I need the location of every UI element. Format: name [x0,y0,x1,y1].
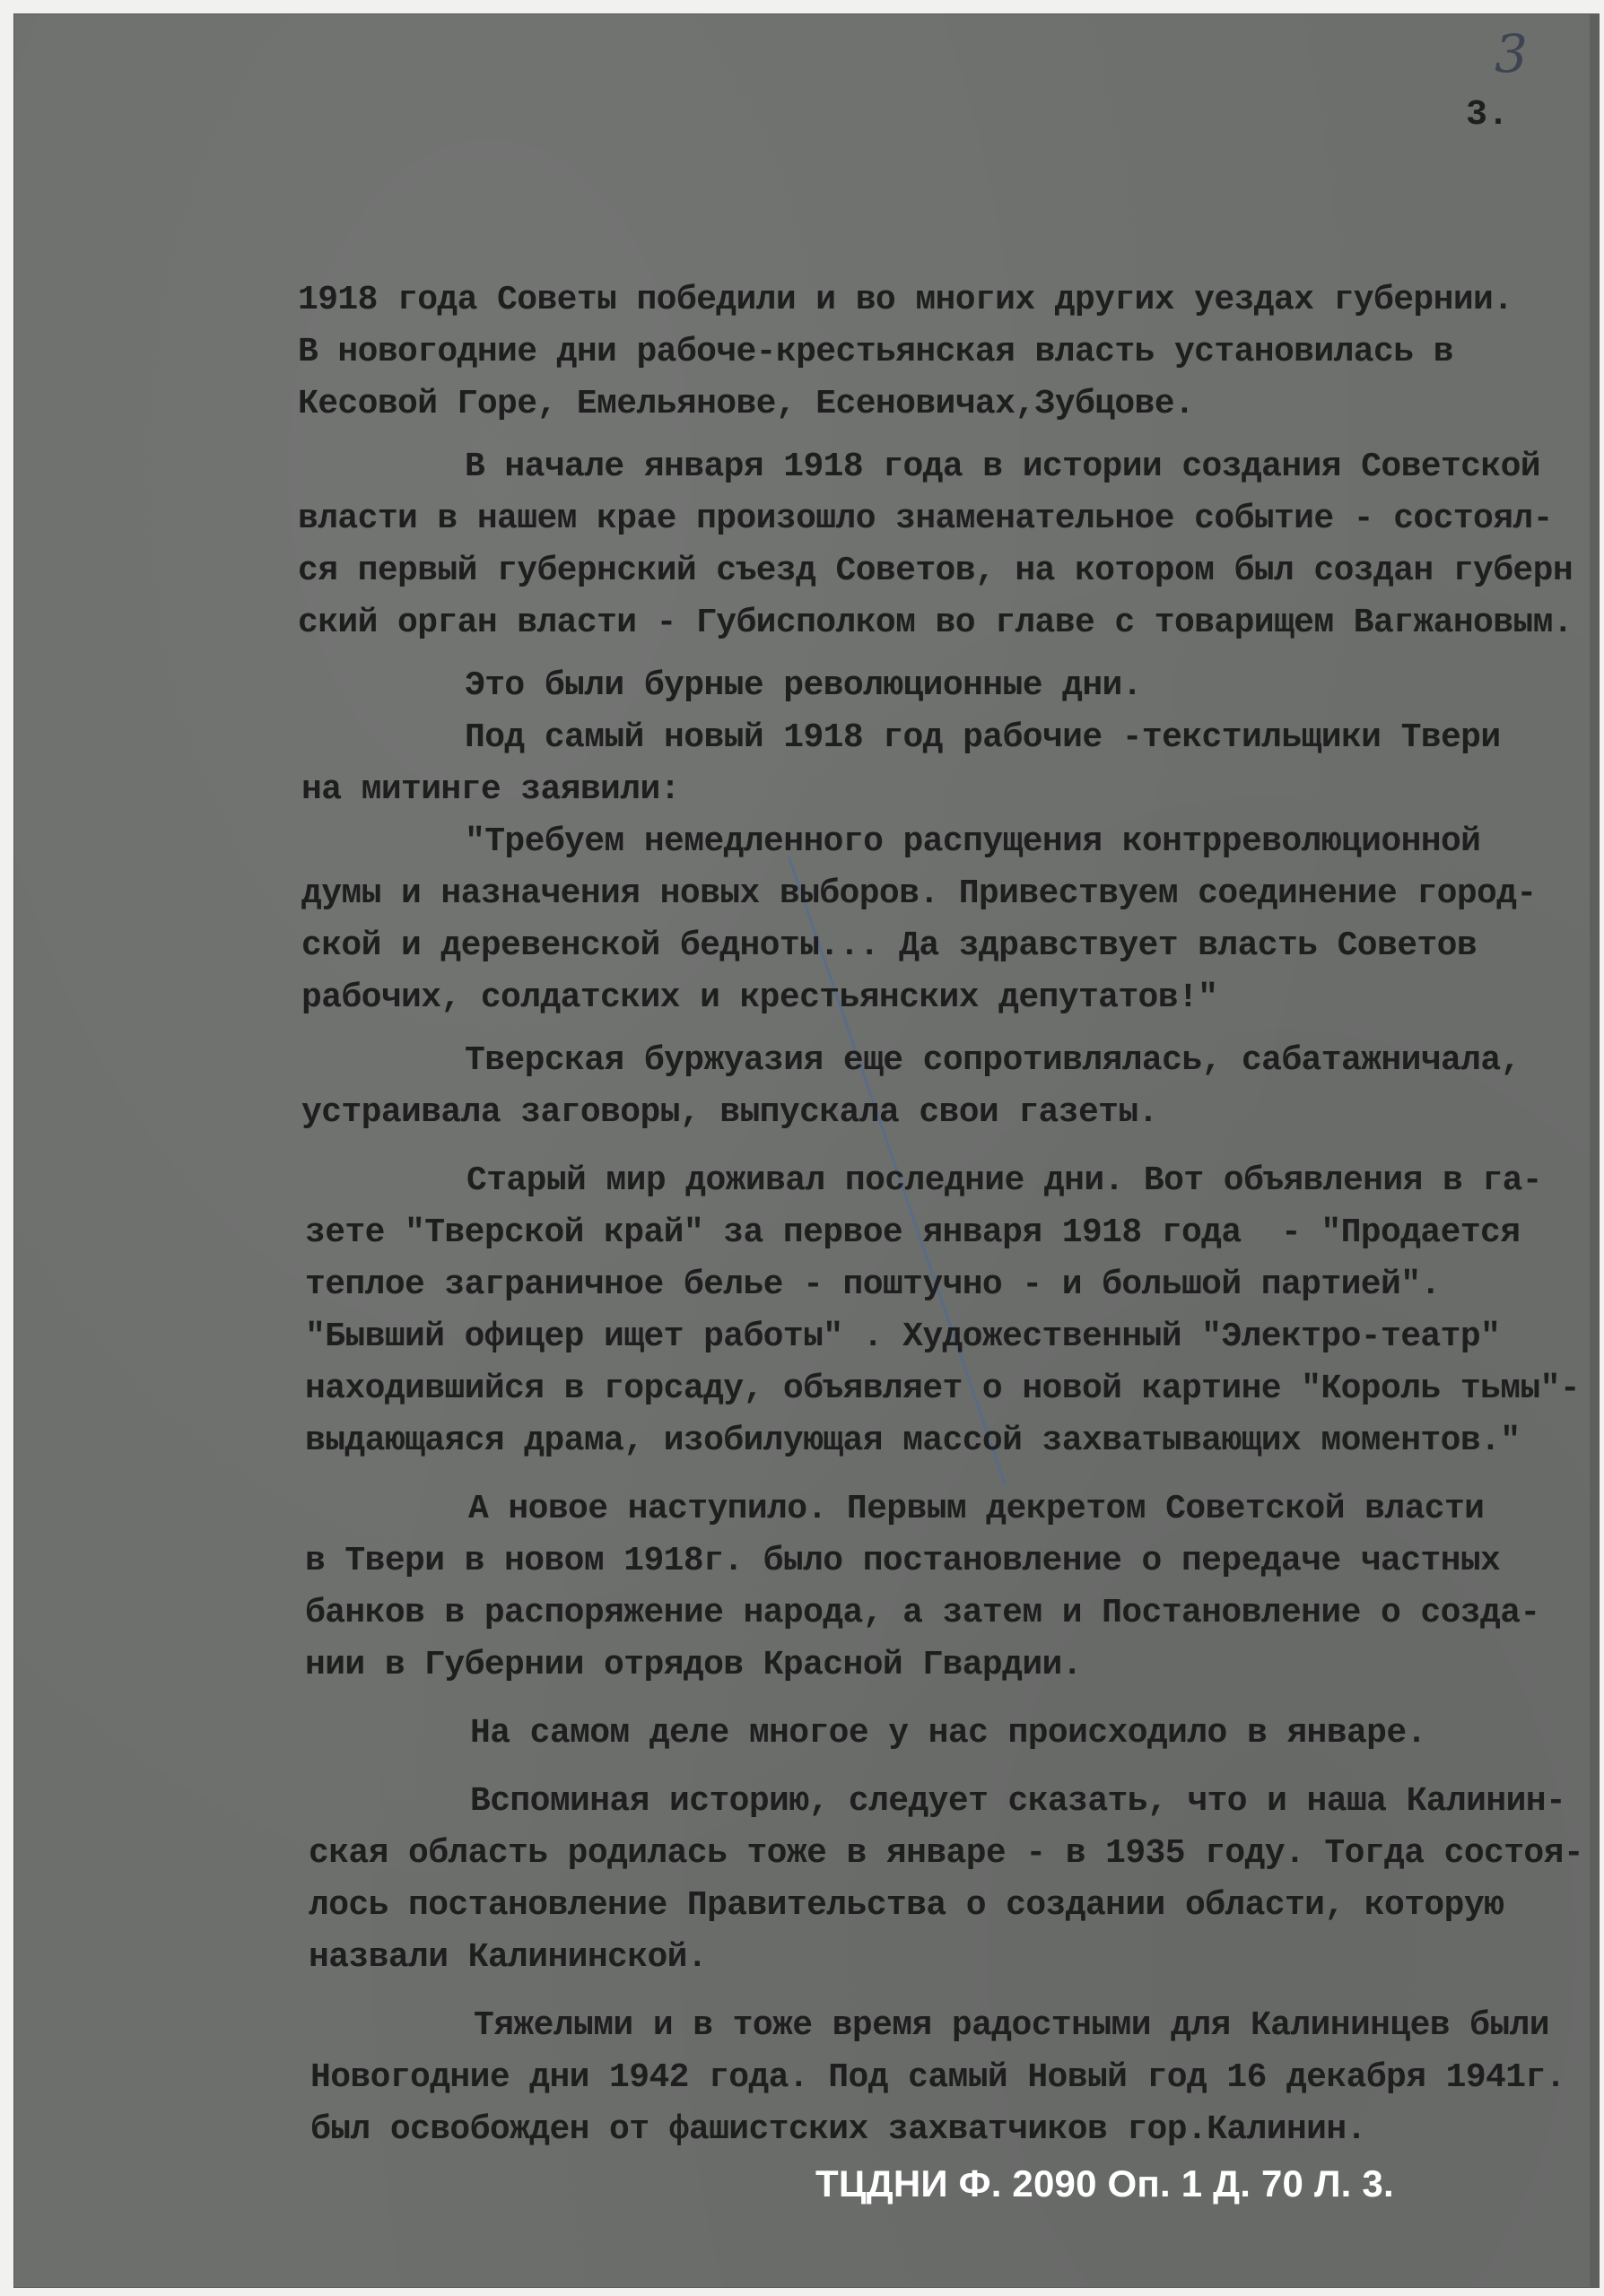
text-line: На самом деле многое у нас происходило в январе. [470,1714,1426,1752]
text-line: Старый мир доживал последние дни. Вот объявления в га- [466,1161,1543,1200]
text-line: Новогодние дни 1942 года. Под самый Новый год 16 декабря 1941г. [310,2058,1565,2097]
text-line: Под самый новый 1918 год рабочие -текстильщики Твери [465,718,1501,757]
archive-reference-watermark: ТЦДНИ Ф. 2090 Оп. 1 Д. 70 Л. 3. [815,2162,1394,2205]
text-line: выдающаяся драма, изобилующая массой захватывающих моментов." [305,1422,1521,1460]
typed-page-number: 3. [1466,95,1510,135]
text-line: ской и деревенской бедноты... Да здравствует власть Советов [301,926,1478,965]
document-page [14,14,1599,2287]
page-edge [1590,14,1599,2287]
text-line: думы и назначения новых выборов. Привествуем соединение город- [301,874,1537,913]
text-line: В начале января 1918 года в истории создания Советской [465,448,1541,486]
text-line: ся первый губернский съезд Советов, на котором был создан губерн [298,552,1573,590]
text-line: "Бывший офицер ищет работы" . Художественный "Электро-театр" [305,1318,1501,1356]
text-line: лось постановление Правительства о создании области, которую [309,1886,1504,1925]
text-line: власти в нашем крае произошло знаменательное событие - состоял- [298,500,1553,538]
text-line: Тяжелыми и в тоже время радостными для Калининцев были [474,2006,1550,2045]
text-line: в Твери в новом 1918г. было постановление о передаче частных [305,1542,1501,1580]
text-line: ская область родилась тоже в январе - в 1935 году. Тогда состоя- [309,1834,1584,1873]
text-line: на митинге заявили: [301,770,680,809]
text-line: находившийся в горсаду, объявляет о новой картине "Король тьмы"- [305,1370,1581,1408]
text-line: устраивала заговоры, выпускала свои газеты. [301,1093,1158,1132]
text-line: Тверская буржуазия еще сопротивлялась, сабатажничала, [465,1041,1521,1080]
text-line: 1918 года Советы победили и во многих других уездах губернии. [298,281,1513,319]
text-line: Кесовой Горе, Емельянове, Есеновичах,Зубцове. [298,385,1195,423]
text-line: Вспоминая историю, следует сказать, что и наша Калинин- [470,1782,1566,1821]
text-line: был освобожден от фашистских захватчиков гор.Калинин. [310,2110,1366,2149]
text-line: В новогодние дни рабоче-крестьянская власть установилась в [298,333,1453,371]
text-line: назвали Калининской. [309,1938,708,1977]
handwritten-page-number: 3 [1495,23,1528,84]
document-body [275,274,1584,2156]
text-line: зете "Тверской край" за первое января 1918 года - "Продается [305,1213,1521,1252]
text-line: банков в распоряжение народа, а затем и Постановление о созда- [305,1594,1540,1632]
text-line: Это были бурные революционные дни. [465,666,1142,705]
text-line: ский орган власти - Губисполком во главе с товарищем Вагжановым. [298,604,1573,642]
text-line: теплое заграничное белье - поштучно - и большой партией". [305,1265,1441,1304]
text-line: "Требуем немедленного распущения контрреволюционной [465,822,1481,861]
text-line: А новое наступило. Первым декретом Советской власти [468,1490,1485,1528]
text-line: нии в Губернии отрядов Красной Гвардии. [305,1646,1082,1684]
text-line: рабочих, солдатских и крестьянских депутатов!" [301,978,1218,1017]
